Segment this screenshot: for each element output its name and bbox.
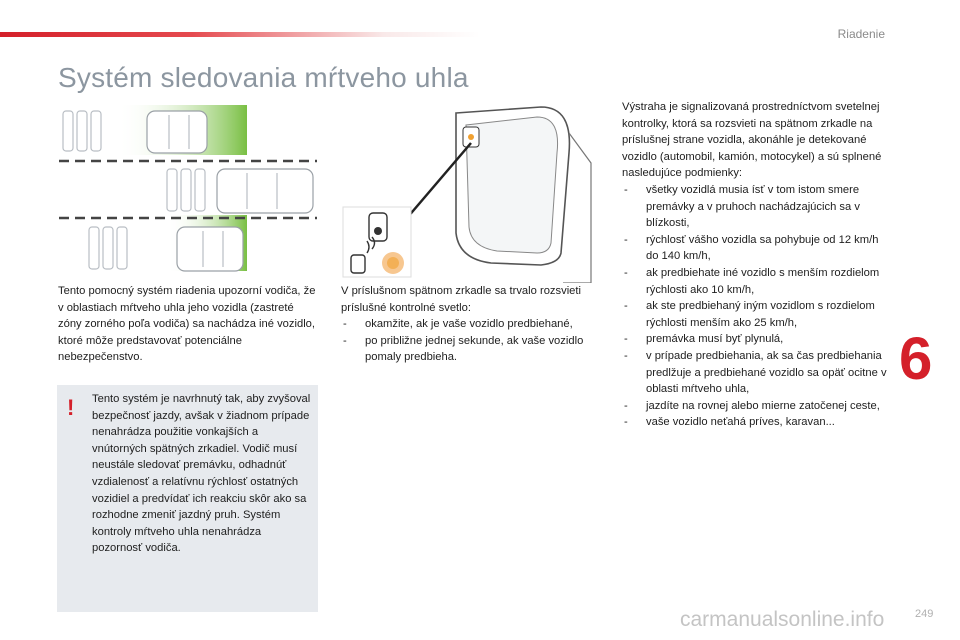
list-item: - po približne jednej sekunde, ak vaše vozidlo pomaly predbieha. [341,333,601,366]
door-mirror-warning-light-illustration [341,103,596,283]
indicator-intro: V príslušnom spätnom zrkadle sa trvalo rozsvieti príslušné kontrolné svetlo: [341,285,582,314]
list-item: - ak ste predbiehaný iným vozidlom s rozdielom rýchlosti menším ako 25 km/h, [622,298,892,331]
conditions-paragraph [622,99,892,431]
watermark: carmanualsonline.info [680,608,885,631]
exclamation-icon: ! [67,395,75,420]
blind-spot-lanes-illustration [57,103,319,275]
conditions-intro: Výstraha je signalizovaná prostredníctvom svetelnej kontrolky, ktorá sa rozsvieti na spätnom zrkadle na príslušnej strane vozidla, akonáhle je detekované vozidlo (automobil, kamión, motocykel) a sú splnené nasledujúce podmienky: [622,101,882,180]
list-item: - v prípade predbiehania, ak sa čas predbiehania predlžuje a predbiehané vozidlo sa opäť ocitne v oblasti mŕtveho uhla, [622,348,892,398]
page-number: 249 [915,608,934,620]
section-title: Riadenie [837,27,885,41]
warning-text: Tento systém je navrhnutý tak, aby zvyšoval bezpečnosť jazdy, avšak v žiadnom prípade nenahrádza použitie vonkajších a vnútorných spätných zrkadiel. Vodič musí neustále sledovať premávku, odhadnúť vzdialenosť a relatívnu rýchlosť ostatných vozidiel a predvídať ich reakciu skôr ako sa rozhodne zmeniť jazdný pruh. Systém kontroly mŕtveho uhla nenahrádza pozornosť vodiča. [92,393,311,555]
chapter-number: 6 [899,325,933,392]
list-item: - jazdíte na rovnej alebo mierne zatočenej ceste, [622,398,892,415]
page-title: Systém sledovania mŕtveho uhla [58,62,469,93]
conditions-list [622,182,892,431]
list-item: - okamžite, ak je vaše vozidlo predbiehané, [341,316,601,333]
intro-text: Tento pomocný systém riadenia upozorní vodiča, že v oblastiach mŕtveho uhla jeho vozidla (zastreté zóny zorného poľa vodiča) sa nachádza iné vozidlo, ktoré môže predstavovať potenciálne nebezpečenstvo. [58,285,316,364]
list-item: - premávka musí byť plynulá, [622,331,892,348]
list-item: - ak predbiehate iné vozidlo s menším rozdielom rýchlosti ako 10 km/h, [622,265,892,298]
list-item: - všetky vozidlá musia ísť v tom istom smere premávky a v pruhoch nachádzajúcich sa v blízkosti, [622,182,892,232]
indicator-paragraph [341,283,601,366]
header-accent-bar [0,32,480,37]
list-item: - vaše vozidlo neťahá príves, karavan... [622,414,892,431]
indicator-list [341,316,601,366]
list-item: - rýchlosť vášho vozidla sa pohybuje od 12 km/h do 140 km/h, [622,232,892,265]
intro-paragraph [58,283,320,366]
